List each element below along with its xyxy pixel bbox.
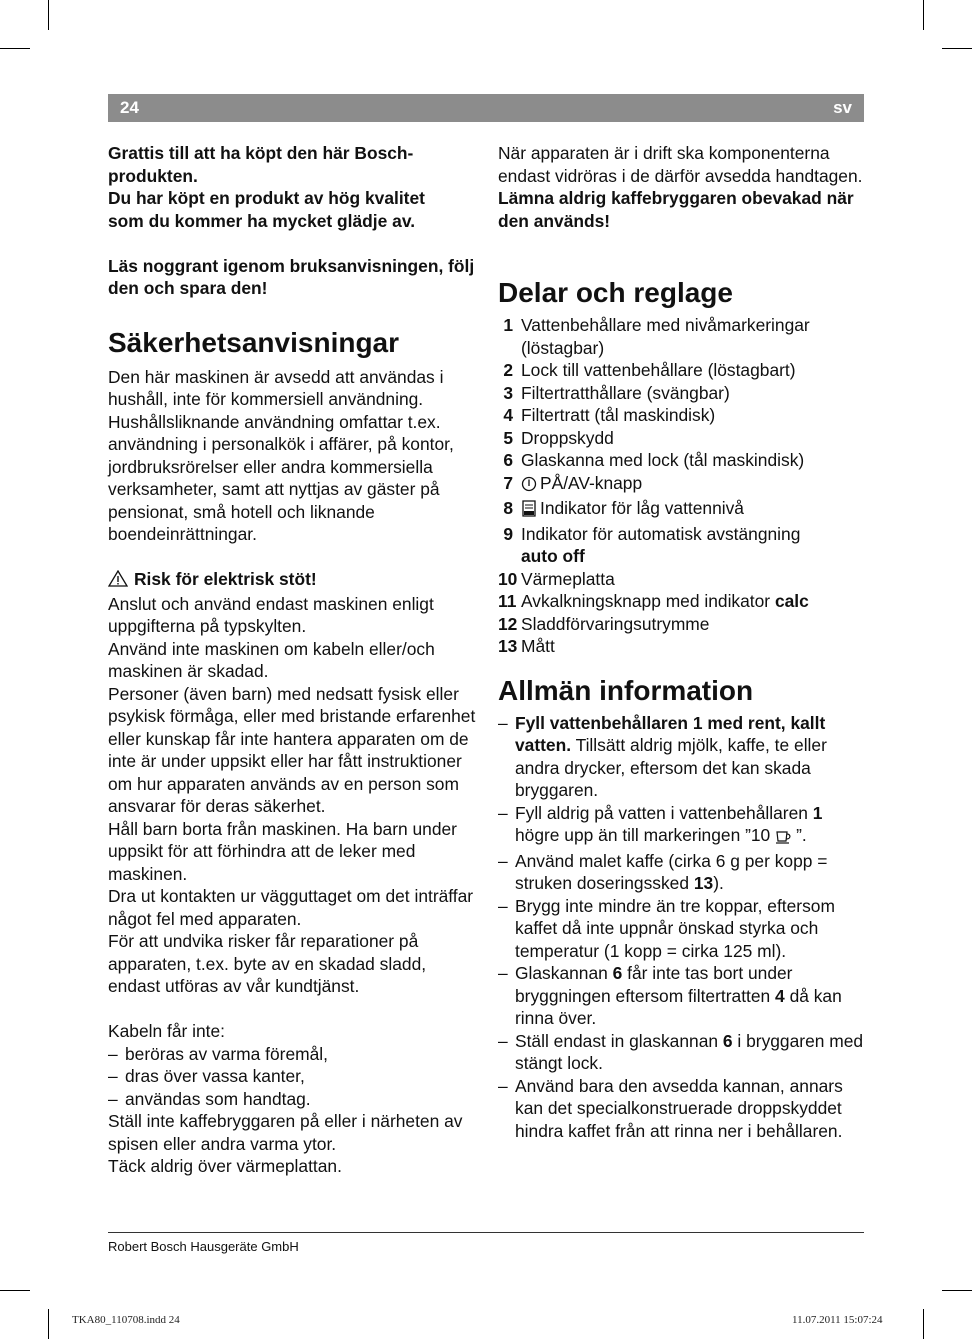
general-info-list [498,712,866,1143]
warning-triangle-icon [108,570,128,593]
list-item: 11 Avkalkningsknapp med indikator calc [498,591,809,611]
warning-paragraph: Anslut och använd endast maskinen enligt uppgifterna på typskylten. [108,593,434,636]
list-item: 5 Droppskydd [503,427,614,448]
intro-congrats: Grattis till att ha köpt den här Bosch-produkten. [108,143,414,186]
cup-icon [775,827,793,850]
intro-read-manual: Läs noggrant igenom bruksanvisningen, följ den och spara den! [108,255,475,298]
cable-list [108,1043,478,1111]
list-item: – Fyll vattenbehållaren 1 med rent, kallt vatten. Tillsätt aldrig mjölk, kaffe, te eller andra drycker, eftersom det kan skada bryggaren. [498,712,827,800]
file-slug: TKA80_110708.indd 24 [72,1314,180,1326]
warning-paragraph: Håll barn borta från maskinen. Ha barn under uppsikt för att förhindra att de leker med maskinen. [108,818,457,884]
operation-text: När apparaten är i drift ska komponenterna endast vidröras i de därför avsedda handtagen. [498,143,863,186]
list-item: – beröras av varma föremål, [108,1043,328,1064]
safety-intro-text: Den här maskinen är avsedd att användas i hushåll, inte för kommersiell användning. Hushållsliknande användning omfattar t.ex. användning i personalkök i affärer, på kontor, jordbruksrörelser eller andra kommersiella verksamheter, samt att nyttjas av gäster på pensionat, små hotell och liknande boendeinrättningar. [108,366,454,544]
page-number: 24 [120,98,139,117]
list-item: 12 Sladdförvaringsutrymme [498,613,710,634]
section-title-parts: Delar och reglage [498,277,733,308]
list-item: 4 Filtertratt (tål maskindisk) [503,405,716,425]
closing-paragraph: Täck aldrig över värmeplattan. [108,1156,342,1176]
list-item: 2 Lock till vattenbehållare (löstagbart) [503,360,796,380]
list-item: 9 Indikator för automatisk avstängning auto off [503,523,801,566]
crop-mark [942,48,972,49]
crop-mark [942,1290,972,1291]
warning-heading [108,568,478,593]
power-icon [521,475,537,498]
list-item: – Glaskannan 6 får inte tas bort under bryggningen eftersom filtertratten 4 då kan rinna över. [498,963,842,1028]
crop-mark [923,1309,924,1339]
list-item: 13 Mått [498,636,555,656]
warning-paragraph: För att undvika risker får reparationer på apparaten, t.ex. byte av en skadad sladd, endast utföras av vår kundtjänst. [108,931,427,996]
list-item: 1 Vattenbehållare med nivåmarkeringar (löstagbar) [503,315,810,358]
list-item: – Använd bara den avsedda kannan, annars kan det specialkonstruerade droppskyddet hindra kaffet från att rinna ner i behållaren. [498,1075,843,1141]
list-item: – Brygg inte mindre än tre koppar, eftersom kaffet då inte uppnår önskad styrka och temperatur (1 kopp = cirka 125 ml). [498,895,835,961]
list-item: 8 Indikator för låg vattennivå [498,497,866,523]
crop-mark [923,0,924,30]
warning-paragraph: Personer (även barn) med nedsatt fysisk eller psykisk förmåga, eller med bristande erfarenhet eller kunskap får inte hantera apparaten om de inte är under uppsikt eller har fått instruktioner om hur apparaten används av en person som ansvarar för deras säkerhet. [108,683,476,816]
crop-mark [48,0,49,30]
footer-company: Robert Bosch Hausgeräte GmbH [108,1239,299,1254]
warning-paragraph: Dra ut kontakten ur vägguttaget om det inträffar något fel med apparaten. [108,886,474,929]
list-item: 3 Filtertratthållare (svängbar) [503,382,730,403]
warning-paragraph: Använd inte maskinen om kabeln eller/och maskinen är skadad. [108,638,435,681]
crop-mark [48,1309,49,1339]
right-column [498,142,866,1142]
list-item: 6 Glaskanna med lock (tål maskindisk) [503,450,805,470]
list-item: 7 PÅ/AV-knapp [498,472,866,498]
list-item: – Fyll aldrig på vatten i vattenbehållaren 1 högre upp än till markeringen ”10 ”. [498,802,866,850]
warning-title: Risk för elektrisk stöt! [134,569,317,589]
list-item: – Använd malet kaffe (cirka 6 g per kopp = struken doseringssked 13). [498,850,828,893]
intro-quality: Du har köpt en produkt av hög kvalitet som du kommer ha mycket glädje av. [108,188,425,231]
list-item: – Ställ endast in glaskannan 6 i bryggaren med stängt lock. [498,1030,864,1073]
parts-list [498,314,866,658]
footer-rule [108,1232,864,1233]
section-title-general: Allmän information [498,674,754,706]
date-slug: 11.07.2011 15:07:24 [792,1314,883,1326]
left-column [108,142,478,1178]
list-item: – användas som handtag. [108,1088,311,1109]
closing-paragraph: Ställ inte kaffebryggaren på eller i närheten av spisen eller andra varma ytor. [108,1111,463,1154]
language-code: sv [833,98,852,117]
section-title-safety: Säkerhetsanvisningar [108,326,400,358]
list-item: – dras över vassa kanter, [108,1066,305,1086]
cable-intro: Kabeln får inte: [108,1021,225,1041]
operation-warning: Lämna aldrig kaffebryggaren obevakad när den används! [498,188,854,231]
water-level-icon [521,500,537,523]
crop-mark [0,48,30,49]
crop-mark [0,1290,30,1291]
page-header-bar [108,94,864,122]
list-item: 10 Värmeplatta [498,568,615,589]
